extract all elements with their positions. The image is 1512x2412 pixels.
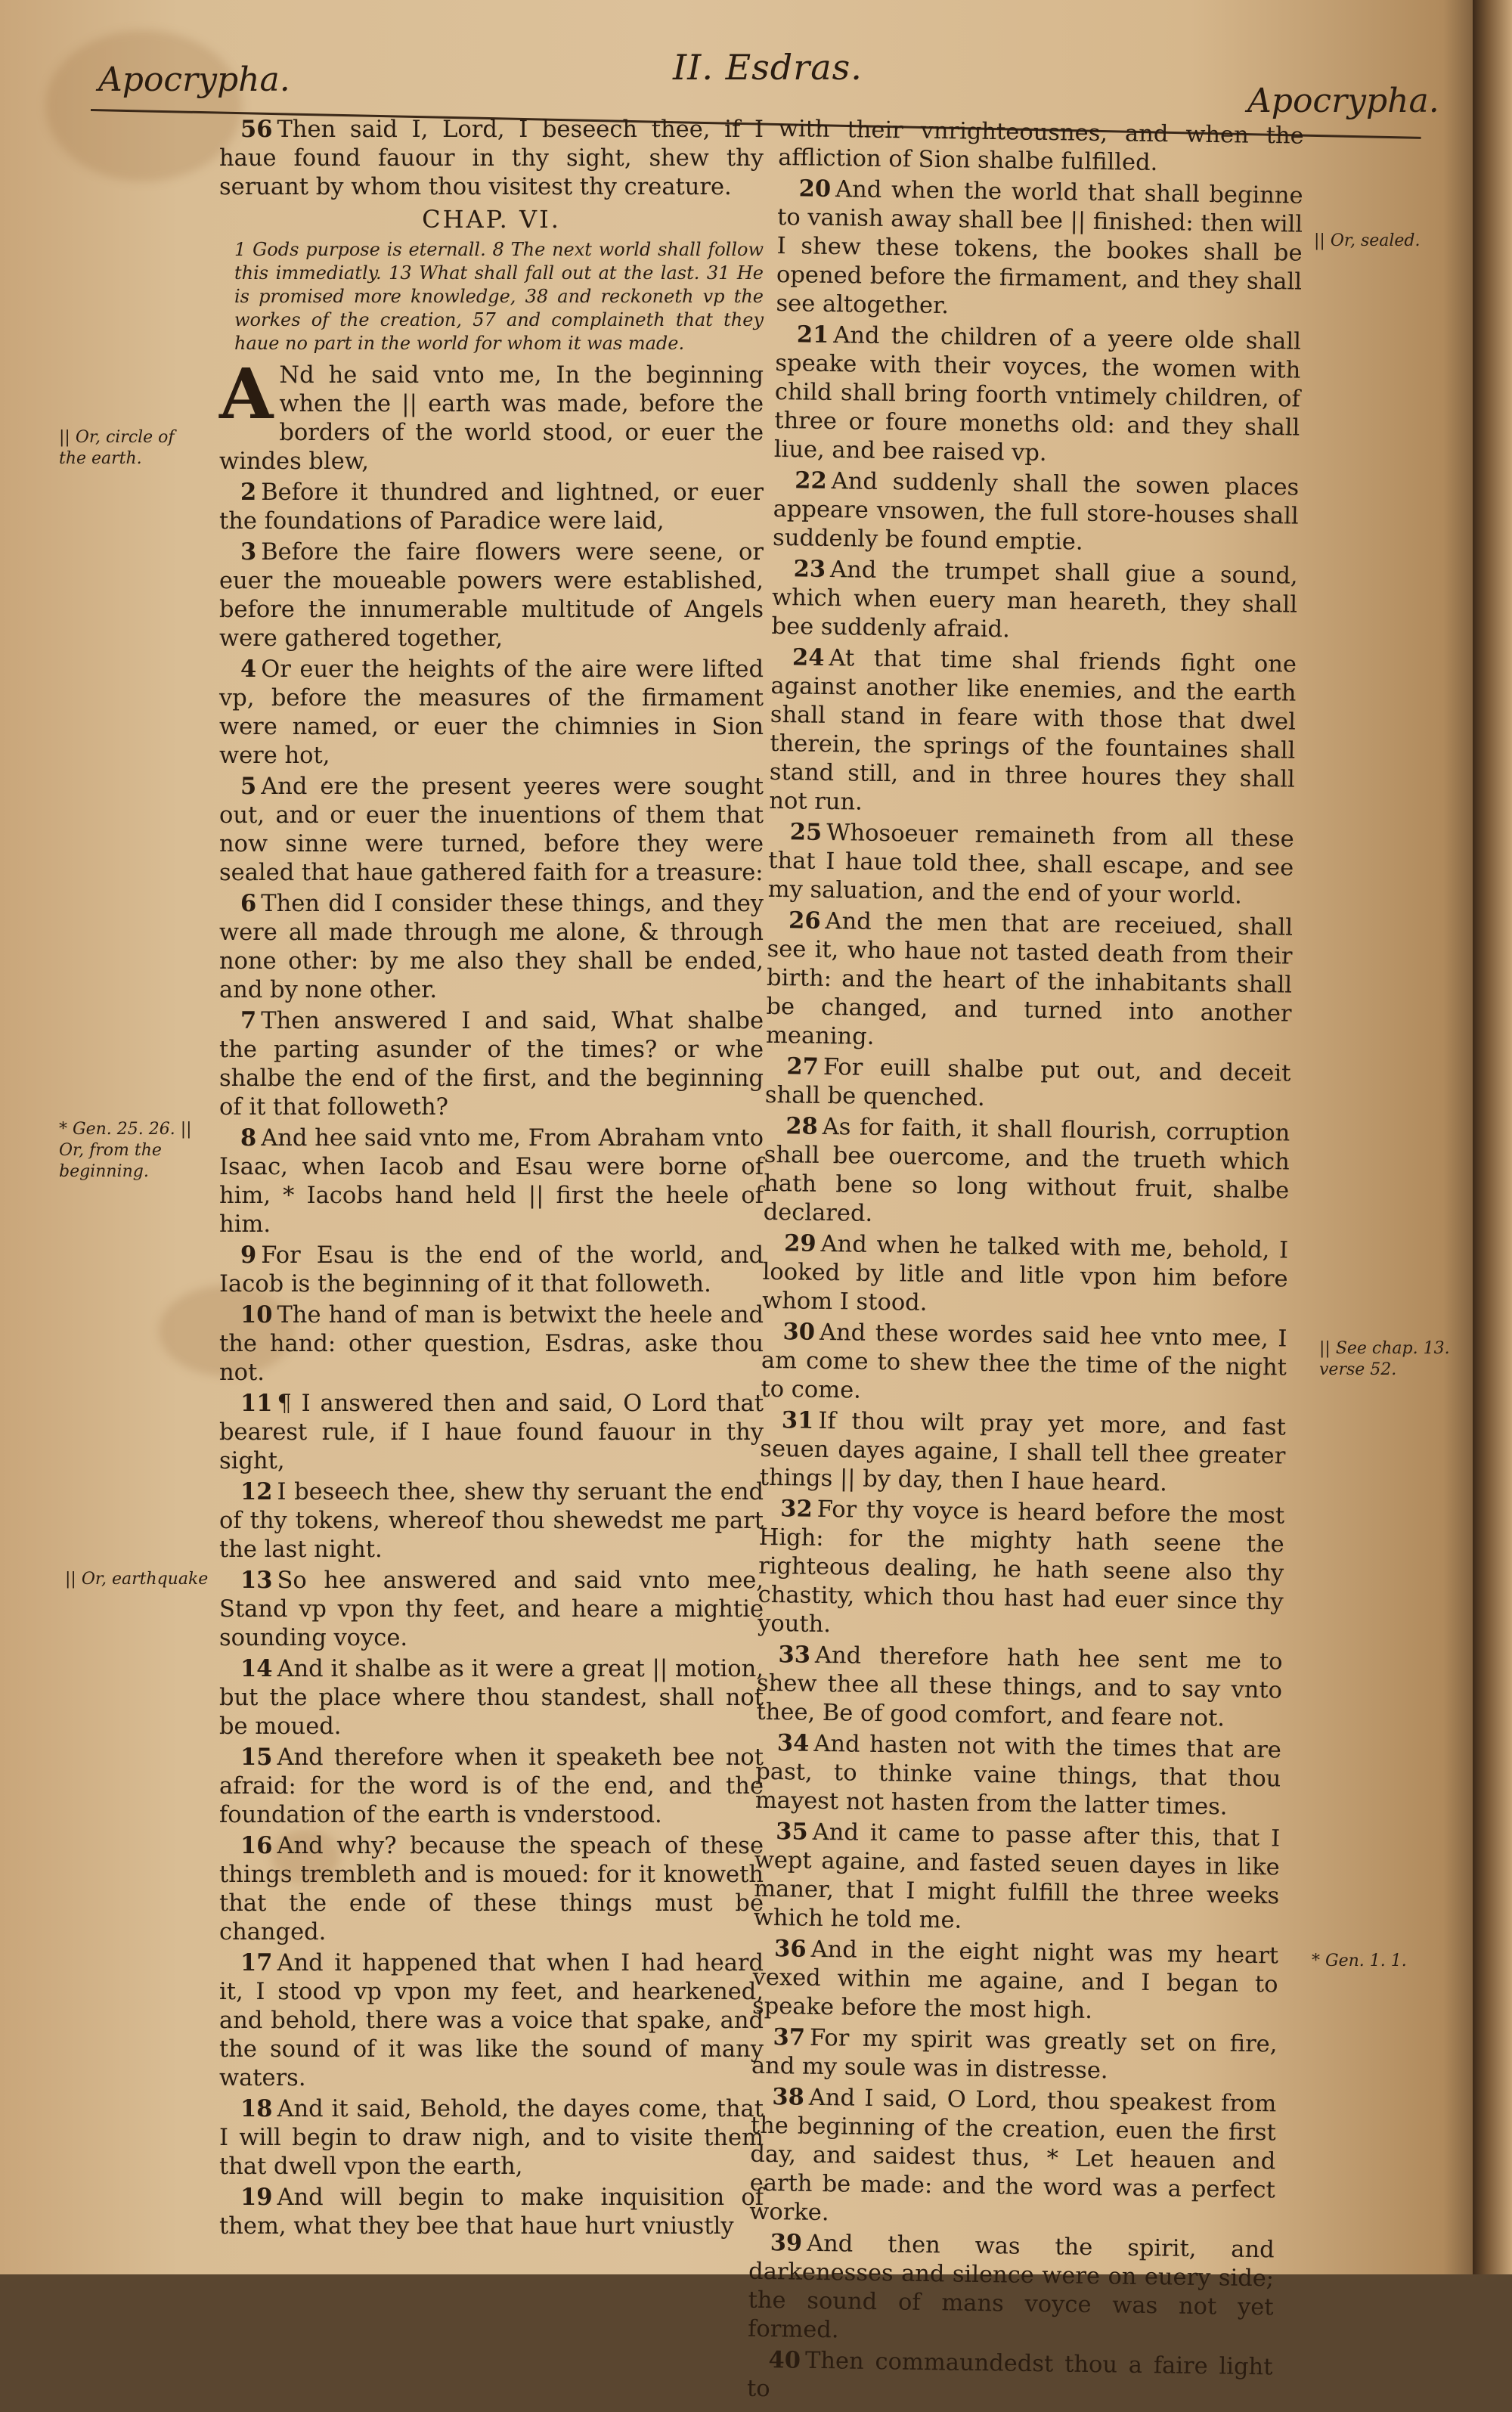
verse-text: For my spirit was greatly set on fire, and my soule was in distresse. — [751, 2024, 1278, 2085]
right-column — [747, 115, 1304, 2412]
verse-number: 18 — [240, 2095, 273, 2122]
verse-text: Before the faire flowers were seene, or euer the moueable powers were established, before the innumerable multitude of Angels were gathered together, — [219, 539, 764, 652]
verse-text: For euill shalbe put out, and deceit shall be quenched. — [764, 1053, 1291, 1111]
verse-number: 16 — [240, 1832, 273, 1859]
verse — [747, 2345, 1273, 2411]
margin-note: || Or, earthquake — [65, 1570, 209, 1589]
verse — [765, 1052, 1291, 1118]
verse — [219, 1241, 764, 1299]
verse — [219, 1566, 764, 1653]
verse-continuation: with their vnrighteousnes, and when the affliction of Sion shalbe fulfilled. — [777, 115, 1304, 177]
verse-text: As for faith, it shall flourish, corruption shall bee ouercome, and the trueth which hath bene so long without fruit, shalbe declared. — [763, 1113, 1290, 1227]
verse-number: 32 — [780, 1495, 813, 1523]
verse-number: 39 — [770, 2229, 803, 2257]
verse — [219, 1301, 764, 1387]
verse-number: 13 — [240, 1567, 273, 1594]
verse-number: 15 — [240, 1744, 273, 1771]
verse-number: 29 — [783, 1229, 816, 1257]
left-column — [219, 115, 764, 2243]
verse — [219, 772, 764, 888]
verse-text: ¶ I answered then and said, O Lord that bearest rule, if I haue found fauour in thy sight, — [219, 1390, 764, 1474]
verse-list — [747, 174, 1303, 2410]
verse — [219, 1124, 764, 1239]
verse-text: For thy voyce is heard before the most High: for the mighty hath seene the righteous dealing, he hath seene also thy chastity, which thou hast had euer since thy youth. — [757, 1496, 1285, 1638]
verse-number: 30 — [782, 1318, 816, 1346]
verse-number: 33 — [778, 1641, 811, 1669]
verse-number: 3 — [240, 538, 257, 566]
verse-text: And will begin to make inquisition of them, what they bee that haue hurt vniustly — [219, 2184, 764, 2240]
verse — [755, 1728, 1282, 1823]
verse-number: 34 — [776, 1729, 810, 1757]
verse-text: And it happened that when I had heard it, I stood vp vpon my feet, and hearkened, and behold, there was a voice that spake, and the sound of it was like the sound of many waters. — [219, 1950, 764, 2091]
verse-number: 10 — [240, 1301, 273, 1328]
verse-number: 2 — [240, 479, 257, 506]
verse-number: 12 — [240, 1478, 273, 1505]
verse-number: 56 — [240, 116, 273, 143]
verse — [763, 1111, 1290, 1235]
verse — [219, 1949, 764, 2093]
verse — [219, 889, 764, 1005]
verse-number: 6 — [240, 890, 257, 917]
verse — [748, 2228, 1275, 2352]
verse — [771, 554, 1298, 649]
verse — [760, 1406, 1287, 1500]
verse — [219, 1477, 764, 1564]
margin-note: || Or, circle of the earth. — [59, 428, 175, 468]
verse-number: 11 — [240, 1390, 273, 1417]
verse-number: 7 — [240, 1007, 257, 1034]
verse — [767, 817, 1294, 912]
verse-text: At that time shal friends fight one against another like enemies, and the earth shall stand in feare with those that dwel therein, the springs of the fountaines shall stand still, and in three houres they shall not run. — [769, 644, 1297, 816]
verse-number: 24 — [792, 643, 825, 671]
verse-text: Whosoeuer remaineth from all these that I haue told thee, shall escape, and see my saluation, and the end of your world. — [767, 819, 1294, 910]
verse-text: And ere the present yeeres were sought out, and or euer the inuentions of them that now sinne were turned, before they were sealed that haue gathered faith for a treasure: — [219, 774, 764, 886]
verse-text: And hasten not with the times that are past, to thinke vaine things, that thou mayest not hasten from the latter times. — [754, 1730, 1282, 1821]
verse-text: For Esau is the end of the world, and Iacob is the beginning of it that followeth. — [219, 1242, 764, 1297]
verse-number: 40 — [768, 2346, 801, 2374]
verse — [219, 2183, 764, 2241]
verse-text: And these wordes said hee vnto mee, I am come to shew thee the time of the night to come. — [761, 1319, 1287, 1404]
verse-number: 28 — [785, 1112, 819, 1140]
verse-list — [219, 478, 764, 2241]
verse-number: 17 — [240, 1949, 273, 1976]
verse — [219, 478, 764, 536]
verse-text: If thou wilt pray yet more, and fast seuen dayes againe, I shall tell thee greater things || by day, then I haue heard. — [759, 1407, 1287, 1497]
verse-number: 37 — [773, 2023, 806, 2051]
verse-text: Then said I, Lord, I beseech thee, if I haue found fauour in thy sight, shew thy seruant by whom thou visitest thy creature. — [219, 116, 764, 200]
verse-text: And I said, O Lord, thou speakest from the beginning of the creation, euen the first day, and saidest thus, * Let heauen and earth be made: and the word was a perfect worke. — [749, 2084, 1277, 2227]
verse-number: 27 — [786, 1053, 820, 1080]
verse-text: And it came to passe after this, that I wept againe, and fasted seuen dayes in like maner, that I might fulfill the three weeks which he told me. — [753, 1818, 1281, 1934]
chapter-summary: 1 Gods purpose is eternall. 8 The next world shall follow this immediatly. 13 What shall fall out at the last. 31 He is promised more knowledge, 38 and reckoneth vp the workes of the creation, 57 and complaineth that they haue no part in the world for whom it was made. — [234, 239, 764, 354]
verse-text: And therefore hath hee sent me to shew thee all these things, and to say vnto thee, Be of good comfort, and feare not. — [756, 1642, 1283, 1732]
verse — [766, 906, 1294, 1058]
verse — [749, 2082, 1277, 2234]
verse-text: Then answered I and said, What shalbe the parting asunder of the times? or whe shalbe the end of the first, and the beginning of it that followeth? — [219, 1008, 764, 1121]
margin-note: || See chap. 13. verse 52. — [1319, 1339, 1450, 1379]
margin-note: * Gen. 1. 1. — [1312, 1952, 1407, 1970]
verse-number: 35 — [776, 1818, 809, 1846]
verse-text: And when he talked with me, behold, I looked by litle and litle vpon him before whom I stood. — [761, 1230, 1289, 1316]
verse — [219, 115, 764, 202]
verse — [756, 1640, 1283, 1735]
verse-number: 19 — [240, 2184, 273, 2211]
verse-text: So hee answered and said vnto mee, Stand vp vpon thy feet, and heare a mightie sounding voyce. — [219, 1567, 764, 1651]
verse-text: And why? because the speach of these things trembleth and is moued: for it knoweth that the ende of these things must be changed. — [219, 1833, 764, 1945]
verse-text: Before it thundred and lightned, or euer the foundations of Paradice were laid, — [219, 479, 764, 535]
verse-number: 14 — [240, 1655, 273, 1682]
verse — [752, 1934, 1279, 2029]
verse-text: Then did I consider these things, and they were all made through me alone, & through none other: by me also they shall be ended, and by none other. — [219, 891, 764, 1003]
running-header-left: Apocrypha. — [98, 60, 290, 99]
verse — [753, 1817, 1280, 1940]
verse — [761, 1317, 1287, 1412]
verse-number: 38 — [772, 2083, 805, 2111]
verse-text: And hee said vnto me, From Abraham vnto Isaac, when Iacob and Esau were borne of him, * Iacobs hand held || first the heele of him. — [219, 1125, 764, 1238]
verse-number: 9 — [240, 1242, 257, 1269]
verse — [219, 1654, 764, 1741]
verse-text: And in the eight night was my heart vexed within me againe, and I began to speake before the most high. — [751, 1936, 1279, 2025]
verse — [219, 655, 764, 770]
running-header-right: Apocrypha. — [1247, 82, 1439, 120]
verse-text: Nd he said vnto me, In the beginning when the || earth was made, before the borders of the world stood, or euer the windes blew, — [219, 362, 764, 475]
verse — [219, 538, 764, 653]
verse-number: 36 — [773, 1935, 807, 1963]
verse-text: And then was the spirit, and darkenesses and silence were on euery side; the sound of mans voyce was not yet formed. — [747, 2230, 1275, 2344]
drop-cap: A — [219, 353, 274, 435]
verse — [774, 320, 1302, 472]
verse — [758, 1494, 1285, 1646]
running-header-title: II. Esdras. — [673, 47, 863, 88]
verse-text: And the men that are receiued, shall see it, who haue not tasted death from their birth: and the heart of the inhabitants shall be changed, and turned into another meaning. — [765, 907, 1294, 1050]
verse — [219, 1743, 764, 1830]
verse-text: And therefore when it speaketh bee not afraid: for the word is of the end, and the foundation of the earth is vnderstood. — [219, 1744, 764, 1828]
verse-number: 4 — [240, 656, 257, 683]
verse-text: The hand of man is betwixt the heele and the hand: other question, Esdras, aske thou not. — [219, 1302, 764, 1386]
margin-note: * Gen. 25. 26. || Or, from the beginning. — [59, 1120, 192, 1181]
verse-number: 23 — [793, 555, 826, 583]
chapter-heading: CHAP. VI. — [422, 205, 561, 234]
verse — [219, 1006, 764, 1122]
verse — [219, 1389, 764, 1476]
verse-text: Or euer the heights of the aire were lifted vp, before the measures of the firmament were named, or euer the chimnies in Sion were hot, — [219, 656, 764, 769]
verse-number: 31 — [781, 1406, 814, 1434]
verse — [773, 466, 1300, 560]
verse-text: And it shalbe as it were a great || motion, but the place where thou standest, shall not be moued. — [219, 1656, 764, 1740]
verse-number: 5 — [240, 773, 257, 800]
verse — [219, 1831, 764, 1947]
verse-number: 8 — [240, 1124, 257, 1152]
book-spine — [1473, 0, 1512, 2274]
verse — [769, 643, 1297, 823]
verse — [219, 2094, 764, 2181]
verse-number: 21 — [796, 321, 829, 349]
verse — [219, 353, 764, 476]
verse-text: Then commaundedst thou a faire light to — [746, 2347, 1273, 2403]
verse-text: And the trumpet shall giue a sound, which when euery man heareth, they shall bee suddenly afraid. — [771, 556, 1298, 643]
verse-number: 20 — [798, 175, 832, 203]
verse-number: 25 — [789, 818, 823, 846]
verse-text: I beseech thee, shew thy seruant the end of thy tokens, whereof thou shewedst me part the last night. — [219, 1479, 764, 1563]
verse-text: And it said, Behold, the dayes come, that I will begin to draw nigh, and to visite them that dwell vpon the earth, — [219, 2096, 764, 2180]
verse-number: 22 — [795, 467, 827, 494]
water-stain — [45, 30, 242, 181]
verse-text: And the children of a yeere olde shall speake with their voyces, the women with child shall bring foorth vntimely children, of three or foure moneths old: and they shall liue, and bee raised vp. — [773, 322, 1302, 467]
verse — [751, 2023, 1278, 2088]
margin-note: || Or, sealed. — [1314, 231, 1421, 250]
verse — [776, 174, 1303, 326]
verse — [762, 1229, 1289, 1323]
verse-text: And when the world that shall beginne to vanish away shall bee || finished: then will I shew these tokens, the bookes shall be opened before the firmament, and they shall see altogether. — [776, 176, 1303, 320]
verse-text: And suddenly shall the sowen places appeare vnsowen, the full store-houses shall suddenly be found emptie. — [772, 468, 1300, 556]
verse-number: 26 — [788, 907, 821, 935]
